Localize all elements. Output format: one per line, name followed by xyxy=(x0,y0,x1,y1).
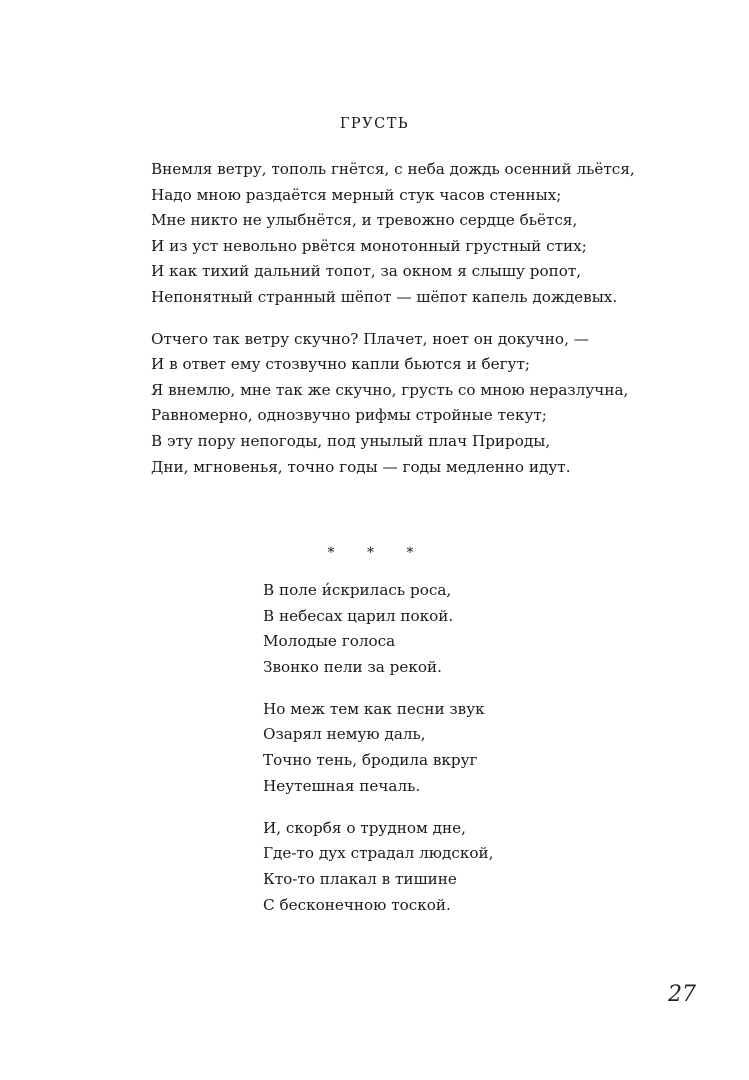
verse-line: И, скорбя о трудном дне, xyxy=(263,818,466,837)
stanza xyxy=(263,697,493,799)
stanza xyxy=(151,327,635,481)
verse-line: Надо мною раздаётся мерный стук часов стенных; xyxy=(151,185,562,204)
verse-line: С бесконечною тоской. xyxy=(263,895,451,914)
page-number: 27 xyxy=(668,982,696,1007)
verse-line: Дни, мгновенья, точно годы — годы медленно идут. xyxy=(151,457,571,476)
verse-line: Где-то дух страдал людской, xyxy=(263,844,494,863)
verse-line: В небесах царил покой. xyxy=(263,606,454,625)
verse-line: Отчего так ветру скучно? Плачет, ноет он докучно, — xyxy=(151,329,589,348)
verse-line: Я внемлю, мне так же скучно, грусть со мною неразлучна, xyxy=(151,380,629,399)
stanza-gap xyxy=(151,311,635,327)
verse-line: Озарял немую даль, xyxy=(263,725,426,744)
verse-line: Внемля ветру, тополь гнётся, с неба дождь осенний льётся, xyxy=(151,160,635,178)
stanza-gap xyxy=(263,799,493,816)
verse-line: И в ответ ему стозвучно капли бьются и бегут; xyxy=(151,355,530,374)
verse-line: Кто-то плакал в тишине xyxy=(263,869,457,888)
verse-line: Равномерно, однозвучно рифмы стройные текут; xyxy=(151,406,547,425)
verse-line: И из уст невольно рвётся монотонный грустный стих; xyxy=(151,236,587,255)
stanza xyxy=(263,578,493,680)
poem-grust xyxy=(151,157,635,480)
verse-line: Но меж тем как песни звук xyxy=(263,699,485,718)
verse-line: Непонятный странный шёпот — шёпот капель дождевых. xyxy=(151,287,618,306)
stanza xyxy=(151,157,635,311)
verse-line: В поле и́скрилась роса, xyxy=(263,581,452,599)
poem-untitled xyxy=(263,578,493,918)
poem-title: ГРУСТЬ xyxy=(339,116,410,132)
stanza xyxy=(263,816,493,918)
verse-line: И как тихий дальний топот, за окном я слышу ропот, xyxy=(151,262,582,281)
verse-line: Неутешная печаль. xyxy=(263,776,421,795)
verse-line: В эту пору непогоды, под унылый плач Природы, xyxy=(151,431,551,450)
stanza-gap xyxy=(263,680,493,697)
verse-line: Звонко пели за рекой. xyxy=(263,657,442,676)
verse-line: Точно тень, бродила вкруг xyxy=(263,751,478,770)
verse-line: Молодые голоса xyxy=(263,632,396,651)
verse-line: Мне никто не улыбнётся, и тревожно сердце бьётся, xyxy=(151,211,578,230)
section-separator: * * * xyxy=(327,545,428,561)
